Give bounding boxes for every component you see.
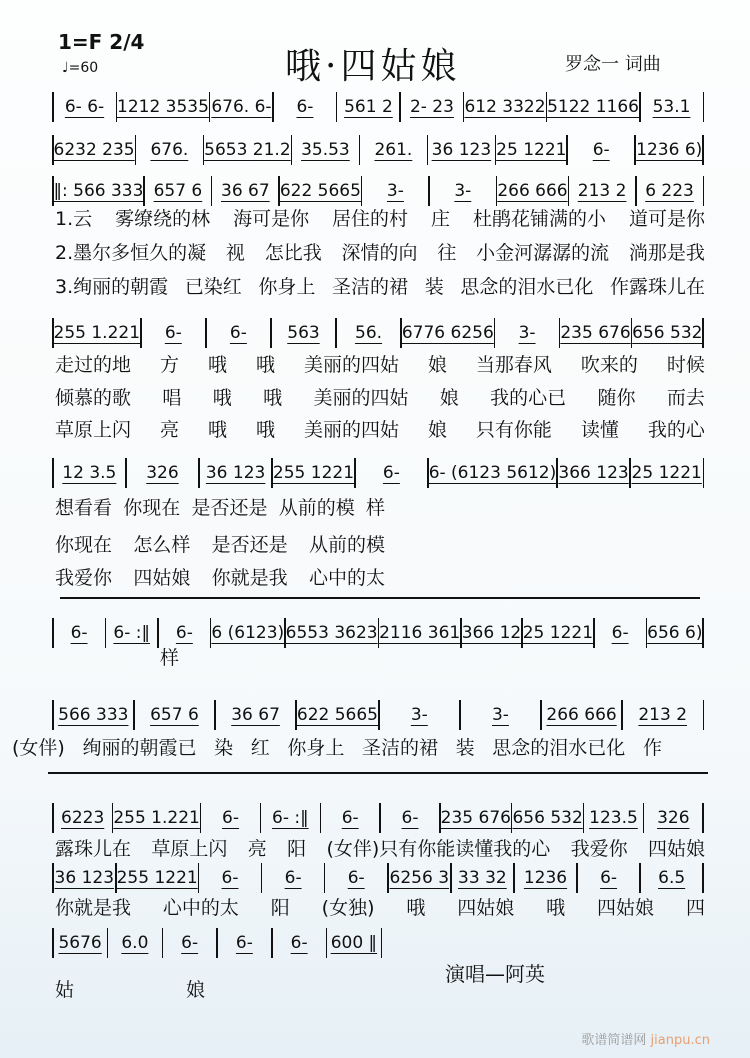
lyric-word: 草原上闪: [151, 838, 228, 860]
measure: 3-: [491, 705, 509, 725]
watermark-en: jianpu.cn: [650, 1033, 710, 1048]
measure: 6-: [611, 623, 629, 643]
lyric-word: 往: [437, 242, 457, 264]
lyric-word: 倾慕的歌: [55, 387, 132, 409]
lyric-word: 娘: [427, 354, 447, 376]
lyric-word: 是否还是: [211, 534, 288, 556]
lyric-word: 深情的向: [341, 242, 418, 264]
measure: 255 1221: [116, 868, 198, 888]
lyric-word: 怎么样: [133, 534, 191, 556]
lyric-word: 怎比我: [264, 242, 322, 264]
measure: 36 67: [231, 705, 280, 725]
measure: 6- :‖: [113, 623, 150, 643]
key-signature: 1=F 2/4: [58, 30, 145, 54]
measure: 266 666: [546, 705, 617, 725]
lyric-word: 圣洁的裙: [332, 276, 409, 298]
lyric-word: 读懂: [580, 419, 619, 441]
measure: 3-: [518, 323, 536, 343]
lyric-word: 四姑娘: [597, 897, 655, 919]
measure: 36 67: [221, 181, 270, 201]
measure: 366 12: [461, 623, 522, 643]
lyric-word: 四姑娘: [457, 897, 515, 919]
lyric-word: 1.云: [55, 208, 93, 230]
measure: 53.1: [652, 97, 691, 117]
barline: [702, 318, 704, 348]
lyric-word: 样: [365, 497, 385, 519]
measure: 255 1221: [272, 463, 355, 483]
lyric-word: 3.绚丽的朝霞: [55, 276, 169, 298]
lyric-word: 阳: [270, 897, 290, 919]
lyric-line: [55, 493, 385, 520]
measure: 261.: [374, 140, 413, 160]
notation-row: [52, 92, 704, 122]
lyric-word: 我爱你: [55, 567, 113, 589]
divider-line: [48, 772, 708, 774]
lyric-word: 哦: [546, 897, 566, 919]
measure: 326: [657, 808, 690, 828]
measure: 6-: [221, 868, 239, 888]
measure: 36 123: [205, 463, 266, 483]
measure: 12 3.5: [62, 463, 117, 483]
measure: 266 666: [497, 181, 568, 201]
lyric-word: 你身上: [258, 276, 316, 298]
lyric-line: [55, 834, 705, 861]
lyric-word: 亮: [159, 419, 179, 441]
lyric-word: (女伴): [12, 737, 65, 759]
lyric-word: 而去: [666, 387, 705, 409]
measure: 6.5: [658, 868, 686, 888]
measure: 326: [146, 463, 179, 483]
lyric-word: 染: [214, 737, 234, 759]
measure: 657 6: [153, 181, 203, 201]
barline: [702, 863, 704, 893]
measure: 366 123: [558, 463, 629, 483]
lyric-word: 心中的太: [162, 897, 239, 919]
lyric-word: 绚丽的朝霞已: [82, 737, 197, 759]
lyric-word: 道可是你: [628, 208, 705, 230]
lyric-word: (女独): [321, 897, 375, 919]
tempo-marking: ♩=60: [62, 60, 99, 76]
lyric-word: 四姑娘: [133, 567, 191, 589]
measure: 33 32: [458, 868, 507, 888]
lyric-word: 作露珠儿在: [609, 276, 705, 298]
author-credit: 罗念一 词曲: [565, 54, 661, 75]
notation-row: [52, 318, 704, 348]
measure: 676. 6-: [211, 97, 272, 117]
measure: 656 6): [647, 623, 703, 643]
lyric-word: 只有你能: [475, 419, 552, 441]
measure: 6-: [175, 623, 193, 643]
lyric-word: 吹来的: [580, 354, 638, 376]
lyric-word: 我的心已: [490, 387, 567, 409]
measure: 213 2: [577, 181, 627, 201]
lyric-word: 四姑娘: [647, 838, 705, 860]
lyric-line: [55, 238, 705, 265]
lyric-word: 美丽的四姑: [313, 387, 409, 409]
notation-row: [52, 928, 382, 958]
measure: 6-: [341, 808, 359, 828]
measure: 5676: [58, 933, 102, 953]
lyric-word: 从前的模: [308, 534, 385, 556]
lyric-word: 哦: [406, 897, 426, 919]
measure: 56.: [355, 323, 383, 343]
measure: 123.5: [589, 808, 638, 828]
measure: 1236: [523, 868, 568, 888]
lyric-line: [55, 975, 205, 1002]
lyric-word: 随你: [597, 387, 636, 409]
lyric-word: 娘: [427, 419, 447, 441]
measure: 6-: [592, 140, 610, 160]
lyric-line: [12, 733, 662, 760]
lyric-line: [160, 643, 200, 670]
song-title: 哦·四姑娘: [285, 46, 461, 87]
notation-row: [52, 700, 704, 730]
measure: 566 333: [58, 705, 129, 725]
measure: 612 3322: [464, 97, 546, 117]
measure: 6776 6256: [401, 323, 494, 343]
measure: 561 2: [344, 97, 393, 117]
lyric-word: 2.墨尔多恒久的凝: [55, 242, 207, 264]
lyric-word: 唱: [162, 387, 182, 409]
measure: 5653 21.2: [204, 140, 291, 160]
lyric-word: 心中的太: [308, 567, 385, 589]
lyric-word: 时候: [666, 354, 705, 376]
measure: 6232 235: [53, 140, 135, 160]
measure: 676.: [150, 140, 189, 160]
lyric-word: 装: [424, 276, 444, 298]
lyric-word: 美丽的四姑: [303, 419, 399, 441]
lyric-word: 你现在: [123, 497, 181, 519]
lyric-word: 想看看: [55, 497, 113, 519]
notation-row: [52, 803, 704, 833]
notation-row: [52, 135, 704, 165]
measure: 2116 361: [379, 623, 461, 643]
lyric-word: 哦: [207, 419, 227, 441]
lyric-word: 是否还是: [191, 497, 268, 519]
notation-row: [52, 618, 704, 648]
lyric-word: 方: [159, 354, 179, 376]
measure: 6-: [235, 933, 253, 953]
lyric-word: 露珠儿在: [55, 838, 132, 860]
lyric-word: 亮: [247, 838, 267, 860]
lyric-line: [55, 272, 705, 299]
lyric-word: 你身上: [287, 737, 345, 759]
lyric-word: 庄: [431, 208, 451, 230]
measure: 3-: [454, 181, 472, 201]
measure: 3-: [386, 181, 404, 201]
divider-line: [60, 597, 700, 599]
lyric-word: 从前的模: [278, 497, 355, 519]
lyric-word: 你就是我: [55, 897, 132, 919]
lyric-word: 哦: [212, 387, 232, 409]
watermark: [581, 1029, 710, 1048]
measure: 1236 6): [636, 140, 703, 160]
lyric-word: 淌那是我: [628, 242, 705, 264]
measure: 622 5665: [296, 705, 378, 725]
lyric-word: 已染红: [184, 276, 242, 298]
barline: [703, 92, 705, 122]
lyric-word: 居住的村: [332, 208, 409, 230]
measure: 6-: [401, 808, 419, 828]
lyric-word: 视: [225, 242, 245, 264]
lyric-word: 哦: [255, 419, 275, 441]
lyric-word: 样: [160, 647, 180, 669]
lyric-word: 走过的地: [55, 354, 132, 376]
lyric-line: [55, 204, 705, 231]
measure: ‖: 566 333: [53, 181, 144, 201]
measure: 25 1221: [522, 623, 594, 643]
measure: 656 532: [632, 323, 703, 343]
measure: 6-: [164, 323, 182, 343]
measure: 6 (6123): [211, 623, 285, 643]
lyric-line: [55, 563, 385, 590]
lyric-word: 阳: [287, 838, 307, 860]
lyric-word: 我的心: [647, 419, 705, 441]
lyric-word: 作: [642, 737, 662, 759]
lyric-word: 思念的泪水已化: [460, 276, 594, 298]
lyric-line: [55, 350, 705, 377]
measure: 656 532: [512, 808, 583, 828]
measure: 1212 3535: [117, 97, 209, 117]
measure: 563: [287, 323, 320, 343]
barline: [702, 135, 704, 165]
notation-row: [52, 176, 704, 206]
measure: 6 223: [645, 181, 694, 201]
measure: 6-: [290, 933, 308, 953]
measure: 36 123: [431, 140, 492, 160]
lyric-word: 哦: [207, 354, 227, 376]
measure: 6- 6-: [64, 97, 105, 117]
lyric-word: 装: [455, 737, 475, 759]
lyric-line: [55, 530, 385, 557]
performer-credit: 演唱—阿英: [445, 962, 545, 986]
lyric-word: 四: [685, 897, 705, 919]
lyric-word: 草原上闪: [55, 419, 132, 441]
lyric-line: [55, 415, 705, 442]
measure: 255 1.221: [53, 323, 141, 343]
lyric-word: 姑: [55, 979, 75, 1001]
lyric-word: 你现在: [55, 534, 113, 556]
measure: 35.53: [301, 140, 350, 160]
lyric-word: 美丽的四姑: [303, 354, 399, 376]
measure: 6-: [600, 868, 618, 888]
lyric-word: 娘: [185, 979, 205, 1001]
measure: 657 6: [150, 705, 199, 725]
barline: [702, 803, 704, 833]
measure: 6-: [181, 933, 199, 953]
barline: [703, 176, 705, 206]
measure: 6-: [382, 463, 400, 483]
barline: [702, 618, 704, 648]
lyric-line: [55, 893, 705, 920]
measure: 255 1.221: [113, 808, 200, 828]
lyric-word: 小金河潺潺的流: [476, 242, 610, 264]
measure: 235 676: [440, 808, 511, 828]
lyric-word: 杜鹃花铺满的小: [472, 208, 606, 230]
lyric-word: 雾缭绕的林: [115, 208, 211, 230]
lyric-word: 哦: [263, 387, 283, 409]
lyric-word: (女伴)只有你能读懂我的心: [326, 838, 551, 860]
watermark-cn: 歌谱简谱网: [581, 1033, 647, 1048]
measure: 2- 23: [409, 97, 454, 117]
measure: 36 123: [54, 868, 115, 888]
measure: 6256 3: [389, 868, 450, 888]
measure: 6553 3623: [285, 623, 378, 643]
notation-row: [52, 458, 704, 488]
measure: 6-: [222, 808, 239, 828]
measure: 6223: [61, 808, 105, 828]
lyric-word: 我爱你: [570, 838, 628, 860]
measure: 235 676: [560, 323, 631, 343]
lyric-word: 圣洁的裙: [362, 737, 439, 759]
barline: [381, 928, 383, 958]
lyric-word: 当那春风: [475, 354, 552, 376]
lyric-word: 娘: [439, 387, 459, 409]
measure: 600 ‖: [330, 933, 378, 953]
measure: 6-: [347, 868, 365, 888]
measure: 6-: [229, 323, 247, 343]
lyric-word: 思念的泪水已化: [492, 737, 626, 759]
measure: 25 1221: [631, 463, 702, 483]
barline: [703, 700, 705, 730]
lyric-word: 你就是我: [211, 567, 288, 589]
measure: 6-: [70, 623, 88, 643]
lyric-word: 红: [250, 737, 270, 759]
measure: 3-: [410, 705, 428, 725]
barline: [703, 458, 705, 488]
measure: 6- :‖: [272, 808, 309, 828]
measure: 5122 1166: [547, 97, 639, 117]
measure: 213 2: [638, 705, 688, 725]
notation-row: [52, 863, 704, 893]
measure: 6-: [296, 97, 314, 117]
measure: 25 1221: [496, 140, 567, 160]
measure: 6- (6123 5612): [428, 463, 557, 483]
lyric-word: 哦: [255, 354, 275, 376]
measure: 622 5665: [279, 181, 361, 201]
measure: 6-: [284, 868, 302, 888]
measure: 6.0: [121, 933, 149, 953]
lyric-line: [55, 383, 705, 410]
lyric-word: 海可是你: [233, 208, 310, 230]
